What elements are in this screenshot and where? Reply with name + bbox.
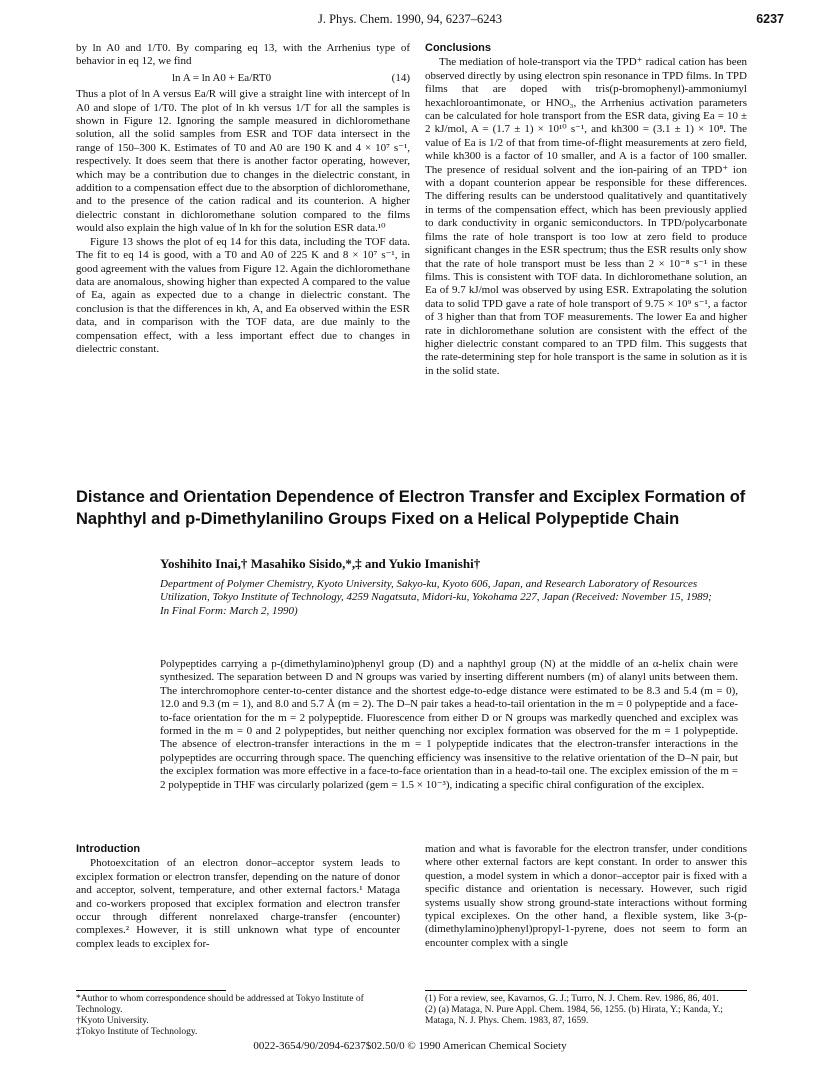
running-header: J. Phys. Chem. 1990, 94, 6237–6243 [317, 12, 503, 26]
footnote-rule-right [425, 990, 747, 991]
introduction-heading: Introduction [76, 843, 141, 855]
footnote-kyoto: †Kyoto University. [76, 1016, 149, 1026]
left-paragraph-3: Figure 13 shows the plot of eq 14 for this data, including the TOF data. The fit to eq 14 is good, with a T0 and A0 of 225 K and 8 × 10⁷ s⁻¹, in good agreement with the values from Figure 12. Again the dichloromethane data are anomalous, showing higher than expected A compared to the value of Ea, again as expected due to a change in dielectric constant. The conclusion is that the differences in kh, A, and Ea observed within the ESR data, and in comparison with the TOF data, are due mainly to the compensation effect, with a less important effect due to changes in dielectric constant. [76, 235, 410, 355]
article-abstract: Polypeptides carrying a p-(dimethylamino)phenyl group (D) and a naphthyl group (N) at the middle of an α-helix chain were synthesized. The separation between D and N groups was varied by inserting different numbers (m) of alanyl units between them. The interchromophore center-to-center distance and the shortest edge-to-edge distance were estimated to be 8.3 and 5.4 (m = 0), 12.0 and 9.3 (m = 1), and 8.0 and 5.7 Å (m = 2). The D–N pair takes a head-to-tail orientation in the m = 0 polypeptide and a face-to-face orientation for the m = 2 polypeptide. Fluorescence from either D or N groups was markedly quenched and exciplex was formed in the m = 0 and 2 polypeptides, but neither quenching nor exciplex formation was observed for the m = 1 polypeptide. The absence of electron-transfer interactions in the m = 1 polypeptide indicates that the electron-transfer interactions in the polypeptides are occurring through space. The quenching efficiency was insensitive to the relative orientation of the D–N pair, but the exciplex formation was more effective in a face-to-face orientation than in a head-to-tail one. The exciplex emission of the m = 2 polypeptide in THF was circularly polarized (gem = 1.5 × 10⁻³), indicating a specific chiral configuration of the exciplex. [160, 658, 738, 791]
equation-14 [76, 69, 410, 88]
copyright-footer: 0022-3654/90/2094-6237$02.50/0 © 1990 American Chemical Society [253, 1040, 567, 1052]
left-paragraph-2: Thus a plot of ln A versus Ea/R will give a straight line with intercept of ln A0 and slope of 1/T0. The plot of ln kh versus 1/T for all the samples is shown in Figure 12. Ignoring the sample measured in dichloromethane solution, all the solid samples from ESR and TOF data intersect in the range of 150–300 K. Estimates of T0 and A0 are 190 K and 4 × 10⁷ s⁻¹, respectively. It does seem that there is another factor operating, however, which may be a contribution due to changes in the dielectric constant, in addition to a compensation effect due to the absorption of dichloromethane, and to the presence of the cation radical and its counterion. A higher dielectric constant in dichloromethane solution compared to the films would also explain the high value of ln kh for the solution ESR data.¹⁰ [76, 88, 410, 235]
left-column [76, 42, 410, 356]
reference-1: (1) For a review, see, Kavarnos, G. J.; Turro, N. J. Chem. Rev. 1986, 86, 401. [425, 994, 719, 1004]
article-authors: Yoshihito Inai,† Masahiko Sisido,*,‡ and Yukio Imanishi† [160, 556, 481, 571]
introduction-right [425, 843, 747, 950]
page-number: 6237 [756, 12, 784, 26]
conclusions-paragraph: The mediation of hole-transport via the TPD⁺ radical cation has been observed directly by using electron spin resonance in TPD films. In TPD films that are doped with tris(p-bromophenyl)-ammoniumyl hexachloroantimonate, or HNO₃, the Arrhenius activation parameters can be calculated for hole transport from the ESR data, giving Ea = 10 ± 2 kJ/mol, A = (1.7 ± 1) × 10¹⁰ s⁻¹, and kh300 = (3.1 ± 1) × 10⁸. The value of Ea is 1/2 of that from time-of-flight measurements at zero field, while kh300 is a factor of 10 smaller, and A is a factor of 100 smaller. The presence of residual solvent and the ion-pairing of an TPD⁺ ion with a dopant counterion appear be responsible for these differences. The differing results can be understood qualitatively and quantitatively in terms of the compensation effect, which has been previously applied to dark conductivity in organic semiconductors. In TPD/polycarbonate films the rate of hole transport is too low at zero field to produce significant changes in the ESR spectrum; thus the ESR results only show that the rate of hole transport must be less than 2 × 10⁻⁸ s⁻¹ in these films. This is consistent with TOF data. In dichloromethane solution, an Ea of 9.7 kJ/mol was observed by using ESR. Extrapolating the solution data to solid TPD gave a rate of hole transport of 9.75 × 10⁹ s⁻¹, a factor of 3 higher than that from TOF measurements. The lower Ea and higher rate in dichloromethane solution are consistent with the effect of the higher dielectric constant compared to an TPD film. This suggests that the rate-determining step for hole transport is the same in solution as it is in the solid state. [425, 56, 747, 377]
footnote-correspondence: *Author to whom correspondence should be addressed at Tokyo Institute of Technology. [76, 994, 364, 1015]
article-affiliation: Department of Polymer Chemistry, Kyoto University, Sakyo-ku, Kyoto 606, Japan, and Research Laboratory of Resources Utilization, Tokyo Institute of Technology, 4259 Nagatsuta, Midori-ku, Yokohama 227, Japan (Received: November 15, 1989; In Final Form: March 2, 1990) [160, 578, 712, 617]
footnote-rule-left [76, 990, 226, 991]
introduction-paragraph-right: mation and what is favorable for the electron transfer, under conditions where other external factors are kept constant. In order to answer this question, a model system in which a donor–acceptor pair is fixed with a specific distance and orientation is necessary. However, such rigid systems usually show strong ground-state interactions without forming typical exciplexes. On the other hand, a flexible system, like 3-(p-(dimethylamino)phenyl)propyl-1-pyrene, does not seem to form an encounter complex with a single [425, 843, 747, 949]
left-paragraph-1: by ln A0 and 1/T0. By comparing eq 13, with the Arrhenius type of behavior in eq 12, we find [76, 42, 410, 68]
reference-2: (2) (a) Mataga, N. Pure Appl. Chem. 1984, 56, 1255. (b) Hirata, Y.; Kanda, Y.; Mataga, N. J. Phys. Chem. 1983, 87, 1659. [425, 1005, 723, 1026]
introduction-paragraph-left: Photoexcitation of an electron donor–acceptor system leads to exciplex formation or electron transfer, depending on the nature of donor and acceptor, solvent, temperature, and other external factors.¹ Mataga and co-workers proposed that exciplex formation and electron transfer occur through different nonrelaxed charge-transfer (encounter) complexes.² However, it is still unknown what type of encounter complex leads to exciplex for- [76, 857, 400, 950]
footnotes-right [425, 994, 747, 1027]
introduction-left [76, 843, 400, 951]
footnotes-left [76, 994, 400, 1038]
footnote-tokyo: ‡Tokyo Institute of Technology. [76, 1027, 198, 1037]
article-title: Distance and Orientation Dependence of Electron Transfer and Exciplex Formation of Naphthyl and p-Dimethylanilino Groups Fixed on a Helical Polypeptide Chain [76, 488, 746, 528]
equation-text: ln A = ln A0 + Ea/RT0 [172, 71, 272, 84]
right-column [425, 42, 747, 378]
conclusions-heading: Conclusions [425, 42, 492, 54]
equation-number: (14) [391, 71, 410, 84]
